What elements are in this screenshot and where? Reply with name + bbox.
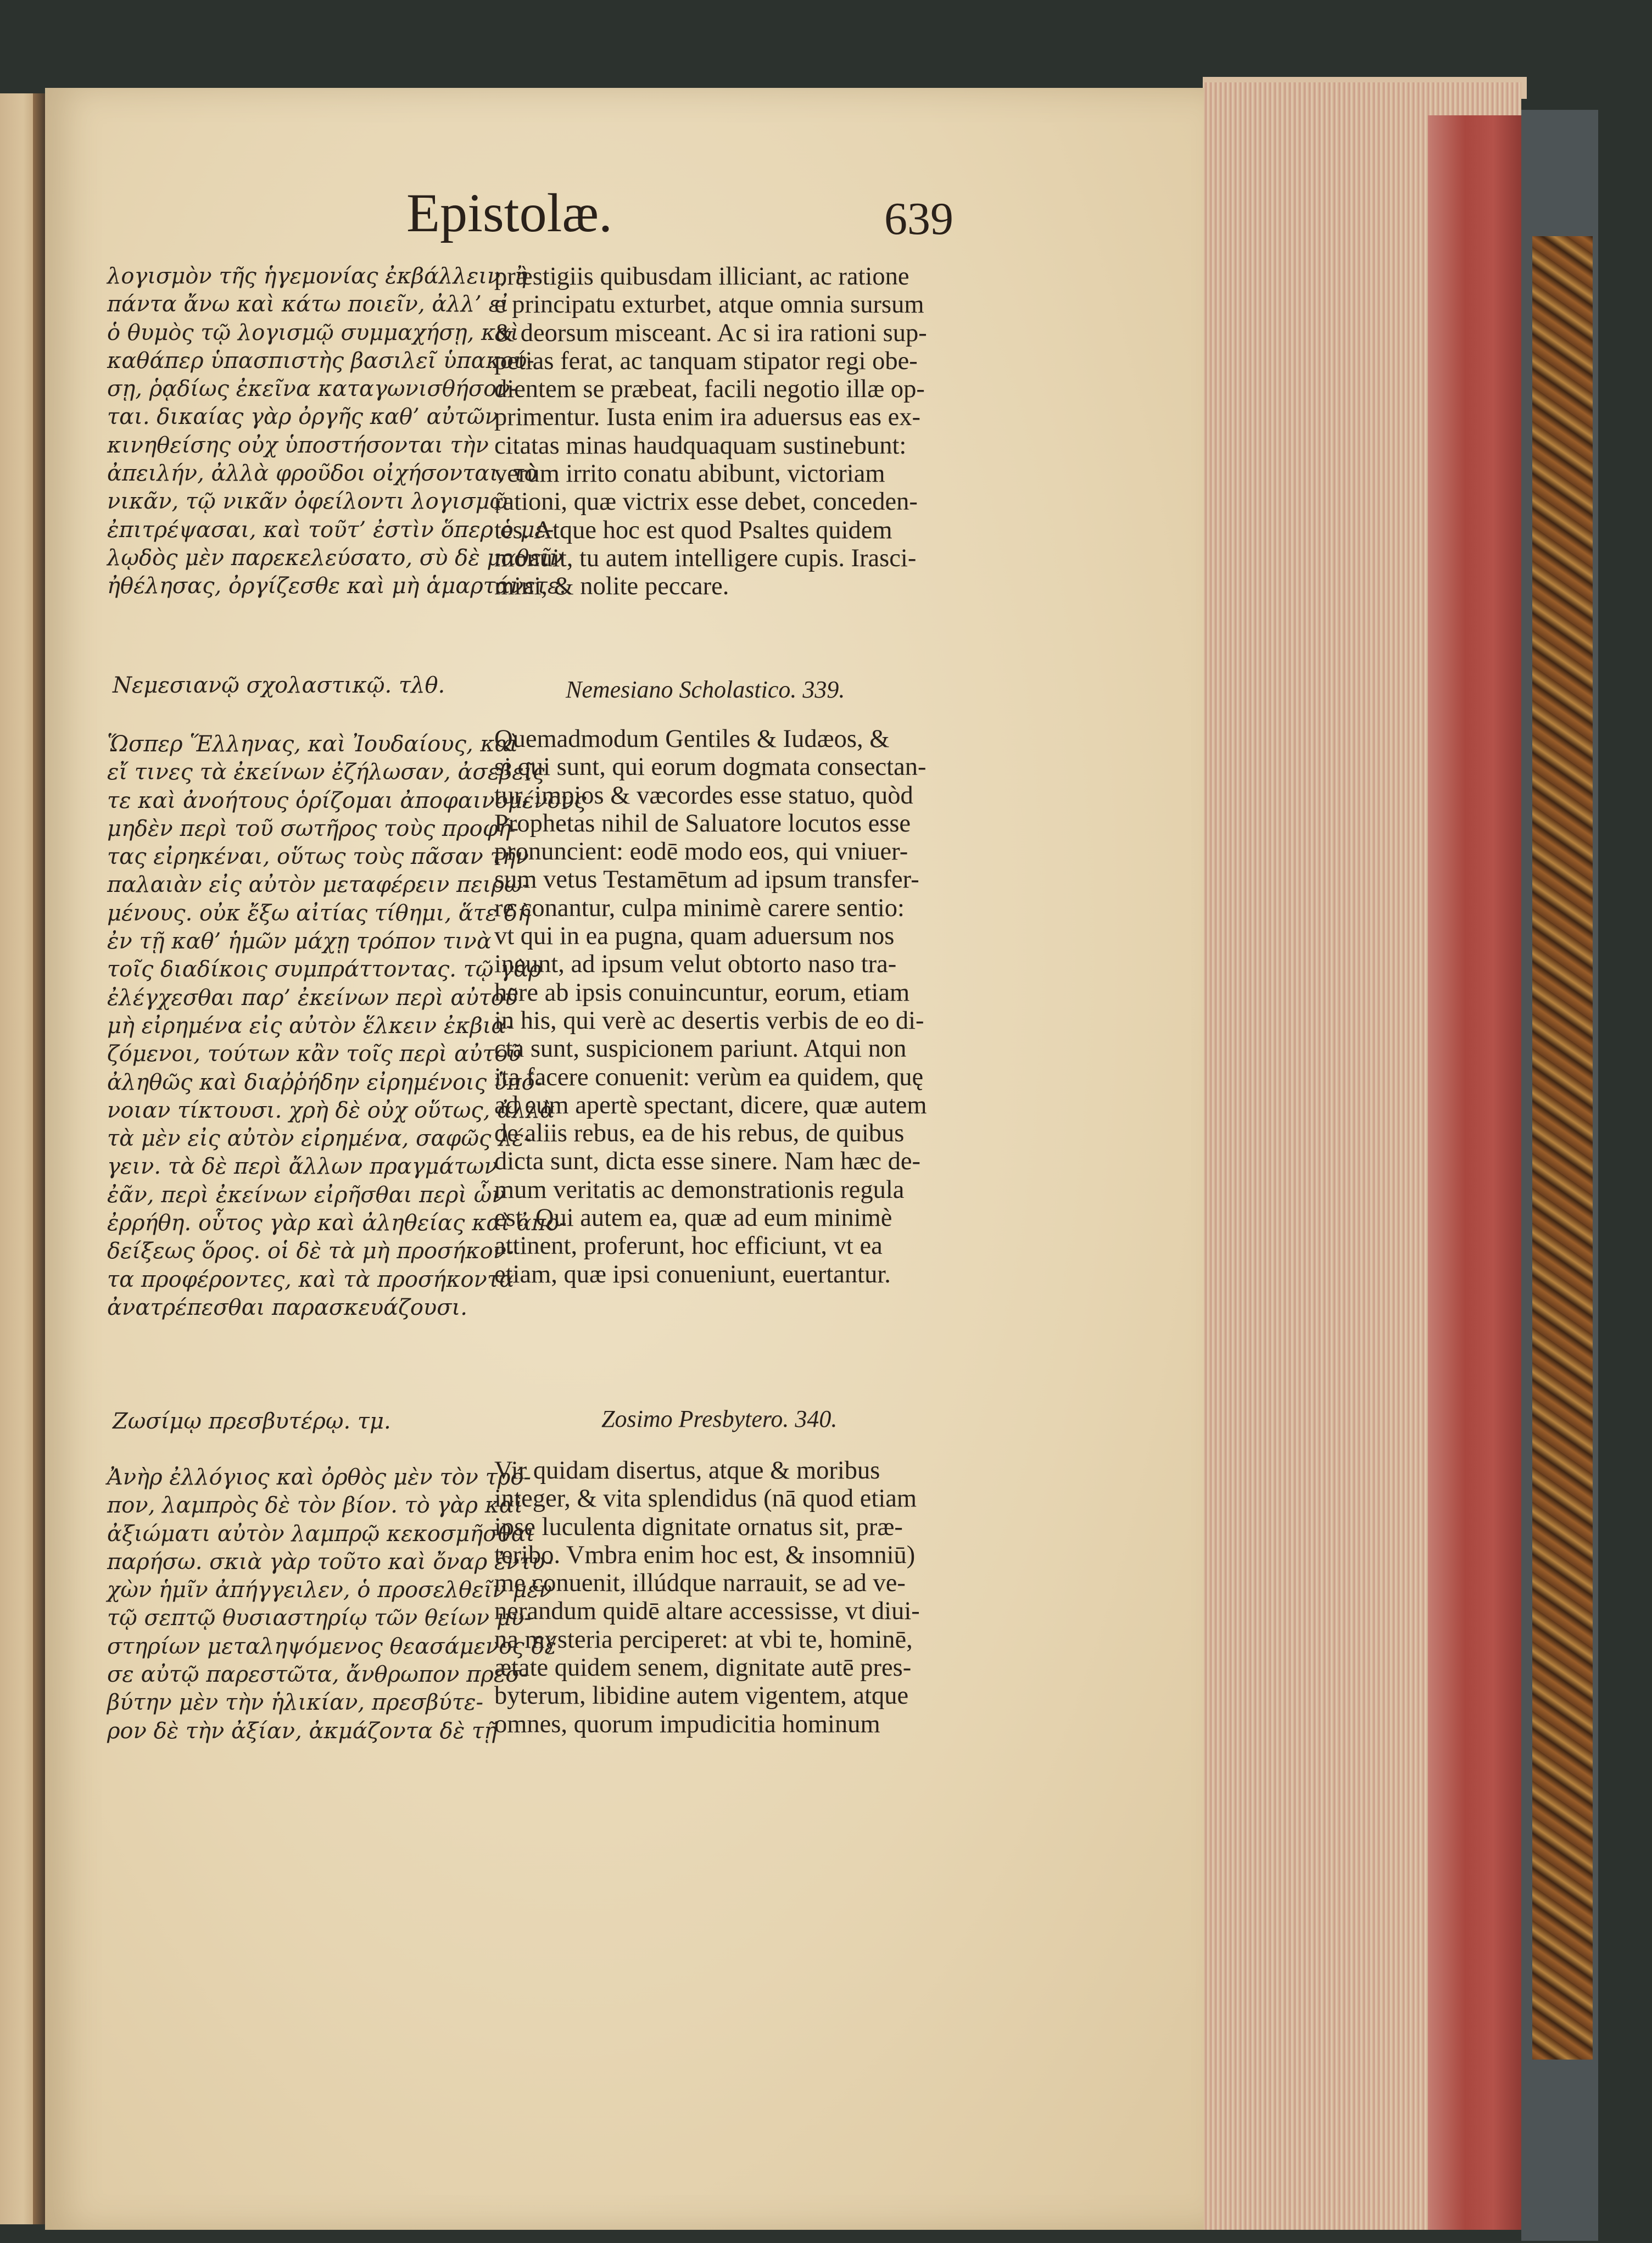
text-line: ζόμενοι, τούτων κἂν τοῖς περὶ αὐτοῦ xyxy=(107,1041,521,1067)
text-line: monuit, tu autem intelligere cupis. Irasci- xyxy=(494,544,917,572)
text-line: πάντα ἄνω καὶ κάτω ποιεῖν, ἀλλ’ εἰ xyxy=(107,292,509,317)
latin-column-block-1 xyxy=(494,263,989,601)
text-line: λῳδὸς μὲν παρεκελεύσατο, σὺ δὲ μαθεῖν xyxy=(107,545,563,571)
text-line: integer, & vita splendidus (nā quod etiam xyxy=(494,1485,917,1513)
text-line: ineunt, ad ipsum velut obtorto naso tra- xyxy=(494,950,897,979)
text-line: est. Qui autem ea, quæ ad eum minimè xyxy=(494,1204,892,1232)
greek-column-block-3 xyxy=(107,1464,556,1745)
text-line: ται. δικαίας γὰρ ὀργῆς καθ’ αὐτῶν xyxy=(107,404,498,430)
text-line: νοιαν τίκτουσι. χρὴ δὲ οὐχ οὕτως, ἀλλὰ xyxy=(107,1097,555,1123)
latin-column-block-3 xyxy=(494,1457,989,1738)
text-line: dientem se præbeat, facili negotio illæ op- xyxy=(494,375,925,404)
text-line: ὁ θυμὸς τῷ λογισμῷ συμμαχήσῃ, καὶ xyxy=(107,320,519,345)
text-line: byterum, libidine autem vigentem, atque xyxy=(494,1682,909,1710)
text-line: rationi, quæ victrix esse debet, conceden- xyxy=(494,488,918,516)
latin-letter-heading-340: Zosimo Presbytero. 340. xyxy=(601,1405,838,1432)
text-line: χὼν ἡμῖν ἀπήγγειλεν, ὁ προσελθεῖν μὲν xyxy=(107,1577,552,1603)
text-line: εἴ τινες τὰ ἐκείνων ἐζήλωσαν, ἀσεβεῖς xyxy=(107,760,545,785)
latin-column-block-2 xyxy=(494,725,989,1288)
text-line: mum veritatis ac demonstrationis regula xyxy=(494,1175,905,1204)
running-head: Epistolæ. xyxy=(406,182,613,243)
text-line: si qui sunt, qui eorum dogmata consectan- xyxy=(494,753,927,782)
text-line: μηδὲν περὶ τοῦ σωτῆρος τοὺς προφή- xyxy=(107,816,519,841)
text-line: vt qui in ea pugna, quam aduersum nos xyxy=(494,922,895,951)
text-line: tur, impios & væcordes esse statuo, quòd xyxy=(494,781,913,810)
text-line: μὴ εἰρημένα εἰς αὐτὸν ἕλκειν ἐκβια- xyxy=(107,1013,514,1039)
text-line: ἀληθῶς καὶ διαῤῥήδην εἰρημένοις ὑπό- xyxy=(107,1069,543,1095)
text-line: τῷ σεπτῷ θυσιαστηρίῳ τῶν θείων μυ- xyxy=(107,1605,532,1631)
text-line: τα προφέροντες, καὶ τὰ προσήκοντα xyxy=(107,1266,514,1292)
text-line: ἀπειλήν, ἀλλὰ φροῦδοι οἰχήσονται, τὸ xyxy=(107,461,538,487)
text-line: ἀξιώματι αὐτὸν λαμπρῷ κεκοσμῆσθαι xyxy=(107,1521,535,1547)
text-line: here ab ipsis conuincuntur, eorum, etiam xyxy=(494,978,910,1007)
latin-letter-heading-339: Nemesiano Scholastico. 339. xyxy=(566,676,845,703)
text-line: tes. Atque hoc est quod Psaltes quidem xyxy=(494,516,892,544)
text-line: Vir quidam disertus, atque & moribus xyxy=(494,1457,880,1485)
text-line: ἐᾶν, περὶ ἐκείνων εἰρῆσθαι περὶ ὧν xyxy=(107,1182,505,1208)
text-line: παλαιὰν εἰς αὐτὸν μεταφέρειν πειρω- xyxy=(107,872,530,898)
text-line: μένους. οὐκ ἔξω αἰτίας τίθημι, ἅτε δὴ xyxy=(107,900,531,926)
text-line: ἐρρήθη. οὗτος γὰρ καὶ ἀληθείας καὶ ἀπο- xyxy=(107,1210,567,1236)
text-line: τας εἰρηκέναι, οὕτως τοὺς πᾶσαν τὴν xyxy=(107,844,529,870)
text-line: ad eum apertè spectant, dicere, quæ autem xyxy=(494,1091,927,1119)
text-line: verùm irrito conatu abibunt, victoriam xyxy=(494,460,885,488)
text-line: ἐλέγχεσθαι παρ’ ἐκείνων περὶ αὐτοῦ xyxy=(107,985,518,1011)
text-line: τὰ μὲν εἰς αὐτὸν εἰρημένα, σαφῶς λέ- xyxy=(107,1126,532,1152)
text-line: pronuncient: eodē modo eos, qui vniuer- xyxy=(494,838,908,866)
text-line: cta sunt, suspicionem pariunt. Atqui non xyxy=(494,1035,907,1063)
text-line: Ὥσπερ Ἕλληνας, καὶ Ἰουδαίους, καὶ xyxy=(107,732,518,757)
text-line: de aliis rebus, ea de his rebus, de quibus xyxy=(494,1119,905,1148)
text-line: e principatu exturbet, atque omnia sursum xyxy=(494,291,924,319)
text-line: mini, & nolite peccare. xyxy=(494,572,729,601)
text-line: σῃ, ῥᾳδίως ἐκεῖνα καταγωνισθήσον- xyxy=(107,376,518,402)
text-line: Quemadmodum Gentiles & Iudæos, & xyxy=(494,725,890,753)
text-line: petias ferat, ac tanquam stipator regi obe- xyxy=(494,347,918,375)
text-line: σε αὐτῷ παρεστῶτα, ἄνθρωπον πρεσ- xyxy=(107,1662,528,1688)
text-line: attinent, proferunt, hoc efficiunt, vt ea xyxy=(494,1232,883,1260)
text-line: ἠθέλησας, ὀργίζεσθε καὶ μὴ ἁμαρτάνετε. xyxy=(107,573,566,599)
text-line: τε καὶ ἀνοήτους ὁρίζομαι ἀποφαινομένους xyxy=(107,788,587,813)
text-line: νικᾶν, τῷ νικᾶν ὀφείλοντι λογισμῷ xyxy=(107,489,508,515)
text-line: λογισμὸν τῆς ἡγεμονίας ἐκβάλλειν, ἢ xyxy=(107,264,528,289)
text-line: na mysteria perciperet: at vbi te, hominē, xyxy=(494,1625,913,1654)
text-line: nerandum quidē altare accessisse, vt diui- xyxy=(494,1597,920,1626)
text-line: citatas minas haudquaquam sustinebunt: xyxy=(494,431,907,460)
page-number: 639 xyxy=(884,193,953,244)
text-line: ἐν τῇ καθ’ ἡμῶν μάχῃ τρόπον τινὰ xyxy=(107,929,492,955)
text-line: Ἀνὴρ ἐλλόγιος καὶ ὀρθὸς μὲν τὸν τρό- xyxy=(107,1465,531,1490)
marbled-cover-paper xyxy=(1532,236,1593,2060)
text-line: ipse luculenta dignitate ornatus sit, præ- xyxy=(494,1513,903,1541)
greek-letter-heading-340: Ζωσίμῳ πρεσβυτέρῳ. τμ. xyxy=(113,1409,391,1434)
text-line: teribo. Vmbra enim hoc est, & insomniū) xyxy=(494,1541,916,1569)
text-line: δείξεως ὅρος. οἱ δὲ τὰ μὴ προσήκον- xyxy=(107,1238,514,1264)
text-line: πον, λαμπρὸς δὲ τὸν βίον. τὸ γὰρ καὶ xyxy=(107,1493,523,1519)
text-line: βύτην μὲν τὴν ἡλικίαν, πρεσβύτε- xyxy=(107,1690,483,1716)
text-line: παρήσω. σκιὰ γὰρ τοῦτο καὶ ὄναρ ἐντυ- xyxy=(107,1549,552,1575)
greek-letter-heading-339: Νεμεσιανῷ σχολαστικῷ. τλθ. xyxy=(113,673,445,698)
text-line: sum vetus Testamētum ad ipsum transfer- xyxy=(494,866,919,894)
text-line: ἀνατρέπεσθαι παρασκευάζουσι. xyxy=(107,1295,467,1320)
greek-column-block-1 xyxy=(107,263,566,601)
text-line: καθάπερ ὑπασπιστὴς βασιλεῖ ὑπακού- xyxy=(107,348,534,373)
text-line: Prophetas nihil de Saluatore locutos esse xyxy=(494,809,911,838)
text-line: στηρίων μεταληψόμενος θεασάμενος δέ xyxy=(107,1633,556,1659)
text-line: in his, qui verè ac desertis verbis de eo di- xyxy=(494,1006,924,1035)
text-line: ætate quidem senem, dignitate autē pres- xyxy=(494,1654,912,1682)
text-line: κινηθείσης οὐχ ὑποστήσονται τὴν xyxy=(107,432,489,458)
text-line: ἐπιτρέψασαι, καὶ τοῦτ’ ἐστὶν ὅπερ ὁ με- xyxy=(107,517,554,543)
text-line: τοῖς διαδίκοις συμπράττοντας. τῷ γὰρ xyxy=(107,957,542,983)
text-line: primentur. Iusta enim ira aduersus eas ex- xyxy=(494,403,921,432)
red-edge-gilding xyxy=(1428,115,1521,2230)
text-line: ρον δὲ τὴν ἀξίαν, ἀκμάζοντα δὲ τῇ xyxy=(107,1718,498,1744)
text-line: omnes, quorum impudicitia hominum xyxy=(494,1710,880,1738)
text-line: præstigiis quibusdam illiciant, ac ratione xyxy=(494,263,909,291)
text-line: & deorsum misceant. Ac si ira rationi sup- xyxy=(494,319,927,347)
text-line: me conuenit, illúdque narrauit, se ad ve- xyxy=(494,1569,906,1598)
text-line: γειν. τὰ δὲ περὶ ἄλλων πραγμάτων xyxy=(107,1154,498,1180)
text-line: dicta sunt, dicta esse sinere. Nam hæc de- xyxy=(494,1147,921,1176)
text-line: re conantur, culpa minimè carere sentio: xyxy=(494,894,905,922)
text-line: etiam, quæ ipsi conueniunt, euertantur. xyxy=(494,1260,891,1288)
greek-column-block-2 xyxy=(107,730,587,1322)
text-line: ita facere conuenit: verùm ea quidem, quę xyxy=(494,1063,924,1091)
